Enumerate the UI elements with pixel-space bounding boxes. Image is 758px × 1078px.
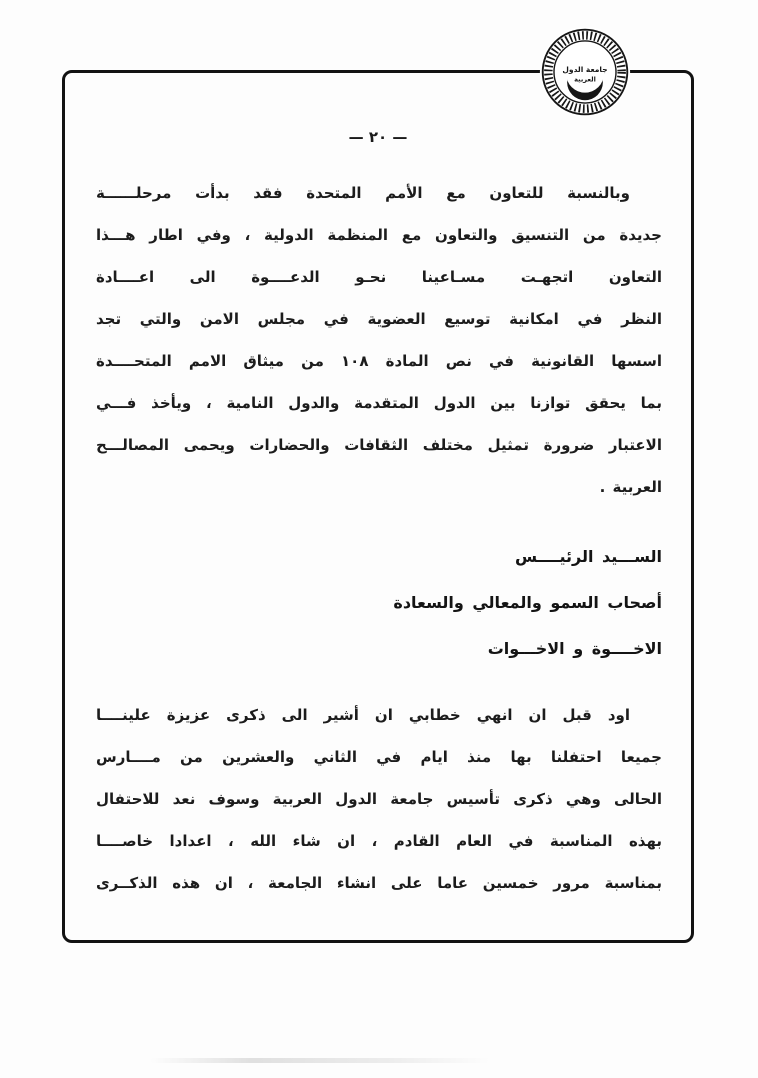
arab-league-emblem-graphic [538, 24, 632, 120]
page-number: — ٢٠ — [348, 128, 408, 146]
text-line: بهذه المناسبة في العام القادم ، ان شاء الله ، اعدادا خاصــــا [96, 832, 662, 850]
emblem-text-bottom: العربية [574, 75, 596, 84]
heading-excellencies: أصحاب السمو والمعالي والسعادة [393, 593, 662, 612]
paragraph-league-anniversary [96, 694, 662, 904]
text-line: التعاون اتجهـت مسـاعينا نحـو الدعــــوة الى اعــــادة [96, 268, 662, 286]
paragraph-un-cooperation [96, 172, 662, 508]
text-line: العربية . [599, 478, 662, 496]
emblem-text-top: جامعة الدول [562, 65, 608, 74]
text-line: اود قبل ان انهي خطابي ان أشير الى ذكرى عزيزة علينــــا [96, 706, 630, 724]
text-line: الاعتبار ضرورة تمثيل مختلف الثقافات والحضارات ويحمى المصالـــح [96, 436, 662, 454]
text-line: اسسها القانونية في نص المادة ١٠٨ من ميثاق الامم المتحــــدة [96, 352, 662, 370]
text-line: وبالنسبة للتعاون مع الأمم المتحدة فقد بدأت مرحلــــــة [96, 184, 630, 202]
heading-mr-president: الســـيد الرئيــــس [515, 547, 662, 566]
text-line: بمناسبة مرور خمسين عاما على انشاء الجامعة ، ان هذه الذكــرى [96, 874, 662, 892]
text-line: النظر في امكانية توسيع العضوية في مجلس الامن والتي تجد [96, 310, 662, 328]
address-headings [96, 534, 662, 672]
arab-league-emblem-icon [538, 24, 632, 120]
text-line: جديدة من التنسيق والتعاون مع المنظمة الدولية ، وفي اطار هـــذا [96, 226, 662, 244]
text-line: جميعا احتفلنا بها منذ ايام في الثاني والعشرين من مــــارس [96, 748, 662, 766]
document-body [96, 172, 662, 904]
text-line: الحالى وهي ذكرى تأسيس جامعة الدول العربية وسوف نعد للاحتفال [96, 790, 662, 808]
text-line: بما يحقق توازنا بين الدول المتقدمة والدول النامية ، ويأخذ فـــي [96, 394, 662, 412]
heading-brothers-and-sisters: الاخــــوة و الاخـــوات [487, 639, 662, 658]
scan-edge-artifact [150, 1058, 490, 1063]
